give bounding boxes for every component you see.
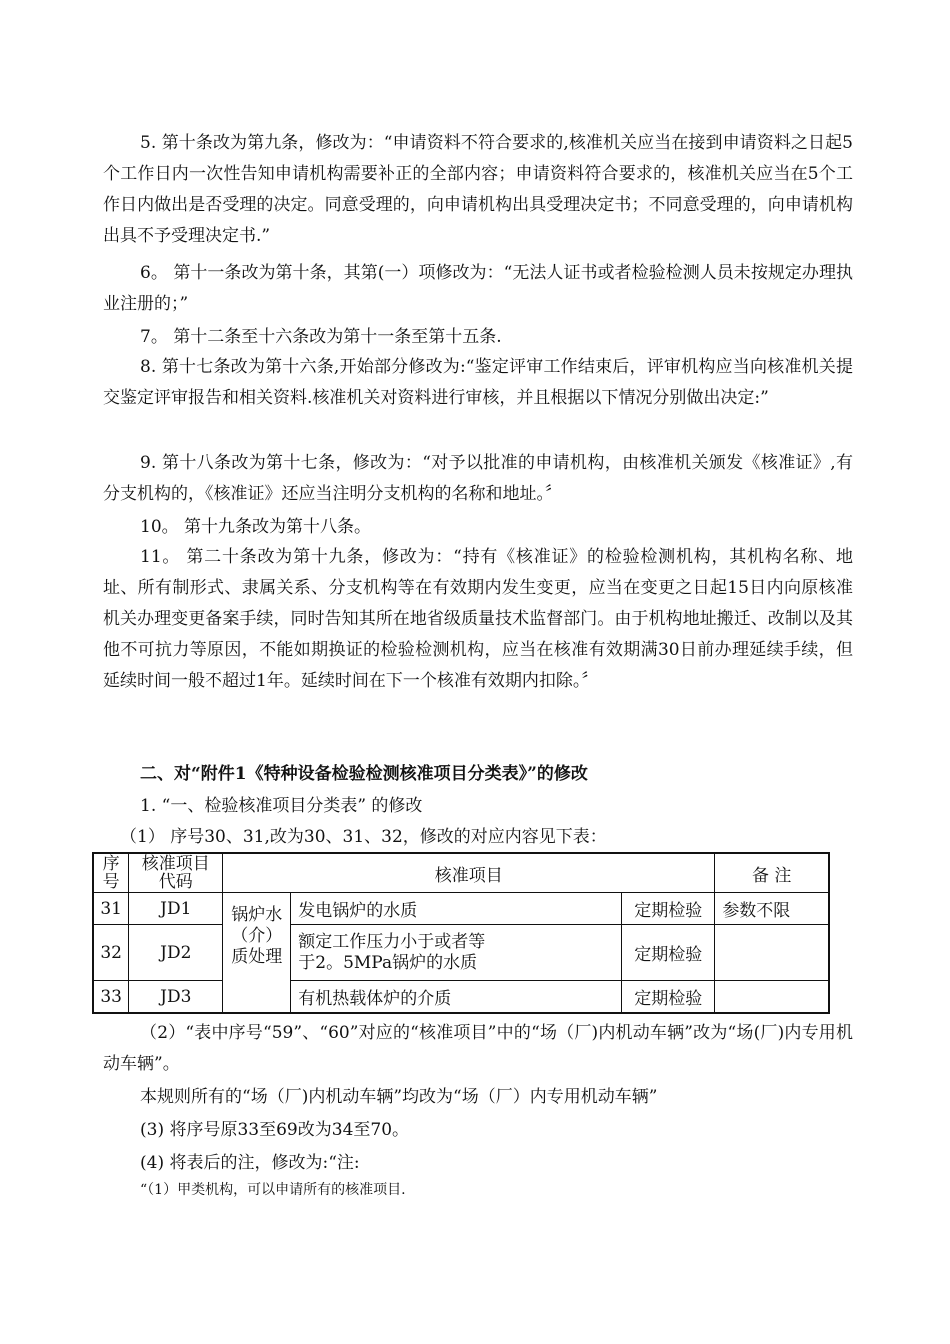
cell-code: JD2 <box>129 925 223 981</box>
section-heading: 二、对“附件1《特种设备检验检测核准项目分类表》”的修改 <box>140 764 588 784</box>
cell-item-name: 额定工作压力小于或者等于2。5MPa锅炉的水质 <box>291 925 622 981</box>
table-row <box>93 925 829 981</box>
item-1-title: 1. “一、检验核准项目分类表” 的修改 <box>140 796 423 816</box>
paragraph-item-3: (3) 将序号原33至69改为34至70。 <box>140 1120 410 1140</box>
footnote-line: “（1）甲类机构，可以申请所有的核准项目. <box>140 1182 406 1198</box>
cell-remark <box>715 925 829 981</box>
cell-item-name: 发电锅炉的水质 <box>291 893 622 925</box>
header-seq: 序号 <box>93 853 129 893</box>
cell-inspection-type: 定期检验 <box>622 925 715 981</box>
cell-seq: 33 <box>93 981 129 1014</box>
paragraph-item-10: 10。 第十九条改为第十八条。 <box>140 517 372 537</box>
table-header-row <box>93 853 829 893</box>
paragraph-item-6: 6。 第十一条改为第十条，其第(一）项修改为：“无法人证书或者检验检测人员未按规定办理执业注册的；” <box>103 263 853 314</box>
cell-code: JD3 <box>129 981 223 1014</box>
paragraph-item-8: 8. 第十七条改为第十六条,开始部分修改为:“鉴定评审工作结束后，评审机构应当向核准机关提交鉴定评审报告和相关资料.核准机关对资料进行审核，并且根据以下情况分别做出决定:” <box>103 357 853 408</box>
header-item: 核准项目 <box>223 853 715 893</box>
header-code: 核准项目代码 <box>129 853 223 893</box>
cell-seq: 32 <box>93 925 129 981</box>
table-row <box>93 981 829 1014</box>
item-1-subtitle: （1） 序号30、31,改为30、31、32，修改的对应内容见下表： <box>120 827 607 847</box>
core-items-table <box>92 852 830 1014</box>
paragraph-item-4: (4) 将表后的注，修改为:“注: <box>140 1153 360 1173</box>
paragraph-item-5: 5. 第十条改为第九条，修改为：“申请资料不符合要求的,核准机关应当在接到申请资料之日起5个工作日内一次性告知申请机构需要补正的全部内容；申请资料符合要求的，核准机关应当在5个工作日内做出是否受理的决定。同意受理的，向申请机构出具受理决定书；不同意受理的，向申请机构出具不予受理决定书.” <box>103 133 853 246</box>
cell-remark <box>715 981 829 1014</box>
paragraph-item-11: 11。 第二十条改为第十九条，修改为：“持有《核准证》的检验检测机构，其机构名称、地址、所有制形式、隶属关系、分支机构等在有效期内发生变更，应当在变更之日起15日内向原核准机关办理变更备案手续，同时告知其所在地省级质量技术监督部门。由于机构地址搬迁、改制以及其他不可抗力等原因，不能如期换证的检验检测机构，应当在核准有效期满30日前办理延续手续，但延续时间一般不超过1年。延续时间在下一个核准有效期内扣除。〞 <box>103 547 853 691</box>
paragraph-item-9: 9. 第十八条改为第十七条，修改为：“对予以批准的申请机构，由核准机关颁发《核准证》,有分支机构的，《核准证》还应当注明分支机构的名称和地址。〞 <box>103 453 853 504</box>
cell-inspection-type: 定期检验 <box>622 893 715 925</box>
cell-item-name: 有机热载体炉的介质 <box>291 981 622 1014</box>
cell-remark: 参数不限 <box>715 893 829 925</box>
paragraph-item-7: 7。 第十二条至十六条改为第十一条至第十五条. <box>140 327 502 347</box>
header-remark: 备 注 <box>715 853 829 893</box>
cell-inspection-type: 定期检验 <box>622 981 715 1014</box>
cell-code: JD1 <box>129 893 223 925</box>
paragraph-renaming-note: 本规则所有的“场（厂)内机动车辆”均改为“场（厂）内专用机动车辆” <box>140 1087 658 1107</box>
cell-seq: 31 <box>93 893 129 925</box>
table-row <box>93 893 829 925</box>
cell-group-label: 锅炉水（介）质处理 <box>223 893 291 1014</box>
paragraph-item-2: （2）“表中序号“59”、“60”对应的“核准项目”中的“场（厂)内机动车辆”改为“场(厂)内专用机动车辆”。 <box>103 1023 853 1074</box>
